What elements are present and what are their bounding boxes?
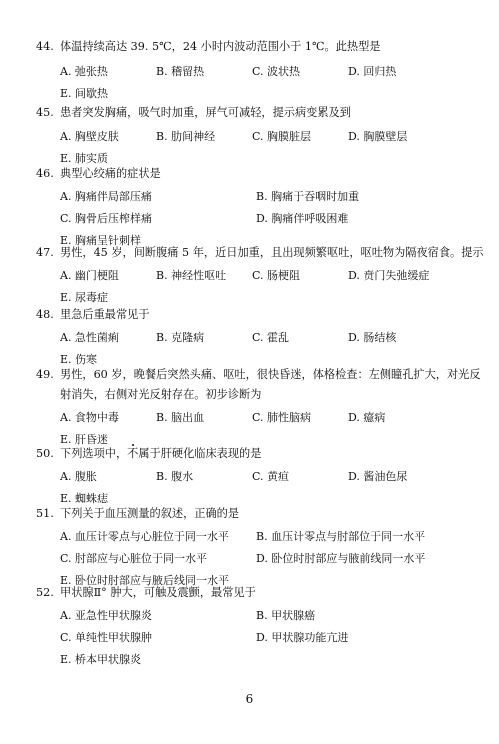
option-b: B. 肋间神经 xyxy=(156,130,216,143)
question-number: 44. xyxy=(36,40,54,53)
question-46 xyxy=(36,165,476,182)
option-c: C. 胸膜脏层 xyxy=(252,130,312,143)
question-stem-suffix: 属于肝硬化临床表现的是 xyxy=(138,447,262,460)
option-d: D. 贲门失弛缓症 xyxy=(348,269,430,282)
question-stem: 下列关于血压测量的叙述，正确的是 xyxy=(60,507,240,520)
option-a: A. 食物中毒 xyxy=(60,411,119,424)
option-b: B. 腹水 xyxy=(156,470,194,483)
question-number: 47. xyxy=(36,246,54,259)
question-stem: 男性，60 岁，晚餐后突然头痛、呕吐，很快昏迷，体格检查：左侧瞳孔扩大，对光反 xyxy=(60,368,481,381)
question-stem: 典型心绞痛的症状是 xyxy=(60,167,161,180)
option-d: D. 胸痛伴呼吸困难 xyxy=(256,212,349,225)
option-e: E. 桥本甲状腺炎 xyxy=(60,653,142,666)
option-e: E. 肝昏迷 xyxy=(60,433,109,446)
option-a: A. 弛张热 xyxy=(60,65,108,78)
option-d: D. 卧位时肘部应与腋前线同一水平 xyxy=(256,552,426,565)
option-e: E. 伤寒 xyxy=(60,353,98,366)
page-number: 6 xyxy=(245,692,254,706)
question-number: 48. xyxy=(36,308,54,321)
option-b: B. 甲状腺癌 xyxy=(256,609,316,622)
option-a: A. 胸痛伴局部压痛 xyxy=(60,190,152,203)
option-d: D. 癔病 xyxy=(348,411,386,424)
question-stem: 男性，45 岁，间断腹痛 5 年，近日加重，且出现频繁呕吐，呕吐物为隔夜宿食。提示 xyxy=(60,246,484,259)
question-50 xyxy=(36,445,476,462)
option-d: D. 肠结核 xyxy=(348,331,397,344)
option-d: D. 回归热 xyxy=(348,65,397,78)
option-c: C. 波状热 xyxy=(252,65,301,78)
question-52 xyxy=(36,584,476,601)
question-44 xyxy=(36,38,476,55)
question-49-continued xyxy=(36,386,476,403)
option-b: B. 血压计零点与肘部位于同一水平 xyxy=(256,530,426,543)
option-e: E. 间歇热 xyxy=(60,87,109,100)
question-51 xyxy=(36,505,476,522)
option-e: E. 肺实质 xyxy=(60,152,109,165)
option-d: D. 甲状腺功能亢进 xyxy=(256,631,349,644)
option-a: A. 胸壁皮肤 xyxy=(60,130,119,143)
option-e: E. 胸痛呈针刺样 xyxy=(60,234,142,247)
question-number: 45. xyxy=(36,106,54,119)
option-a: A. 血压计零点与心脏位于同一水平 xyxy=(60,530,229,543)
question-49 xyxy=(36,366,481,383)
options-44 xyxy=(60,63,480,107)
option-b: B. 克隆病 xyxy=(156,331,205,344)
question-45 xyxy=(36,104,476,121)
option-c: C. 肘部应与心脏位于同一水平 xyxy=(60,552,208,565)
option-a: A. 急性菌痢 xyxy=(60,331,119,344)
option-d: D. 胸膜壁层 xyxy=(348,130,408,143)
options-47 xyxy=(60,267,480,311)
question-stem: 里急后重最常见于 xyxy=(60,308,150,321)
question-number: 46. xyxy=(36,167,54,180)
option-c: C. 黄疸 xyxy=(252,470,290,483)
question-stem-line2: 射消失，右侧对光反射存在。初步诊断为 xyxy=(60,388,262,401)
option-c: C. 胸骨后压榨样痛 xyxy=(60,212,153,225)
option-a: A. 腹胀 xyxy=(60,470,97,483)
option-a: A. 亚急性甲状腺炎 xyxy=(60,609,152,622)
question-stem: 体温持续高达 39. 5℃，24 小时内波动范围小于 1℃。此热型是 xyxy=(60,40,381,53)
option-b: B. 稽留热 xyxy=(156,65,205,78)
option-c: C. 单纯性甲状腺肿 xyxy=(60,631,153,644)
question-48 xyxy=(36,306,476,323)
option-b: B. 神经性呕吐 xyxy=(156,269,227,282)
option-e: E. 尿毒症 xyxy=(60,291,109,304)
option-b: B. 脑出血 xyxy=(156,411,205,424)
option-a: A. 幽门梗阻 xyxy=(60,269,119,282)
question-number: 49. xyxy=(36,368,54,381)
option-e: E. 蜘蛛痣 xyxy=(60,492,109,505)
options-52 xyxy=(60,607,480,673)
option-b: B. 胸痛于吞咽时加重 xyxy=(256,190,360,203)
option-c: C. 肺性脑病 xyxy=(252,411,312,424)
option-c: C. 肠梗阻 xyxy=(252,269,301,282)
option-c: C. 霍乱 xyxy=(252,331,290,344)
question-number: 51. xyxy=(36,507,54,520)
question-number: 50. xyxy=(36,447,54,460)
option-d: D. 酱油色尿 xyxy=(348,470,408,483)
question-stem: 甲状腺Ⅱ° 肿大，可触及震颤，最常见于 xyxy=(60,586,256,599)
option-e: E. 卧位时肘部应与腋后线同一水平 xyxy=(60,574,230,587)
question-stem: 患者突发胸痛，吸气时加重，屏气可减轻，提示病变累及到 xyxy=(60,106,351,119)
emphasis-dot-char: 不 xyxy=(127,447,139,460)
question-stem-prefix: 下列选项中， xyxy=(60,447,128,460)
question-number: 52. xyxy=(36,586,54,599)
question-47 xyxy=(36,244,484,261)
